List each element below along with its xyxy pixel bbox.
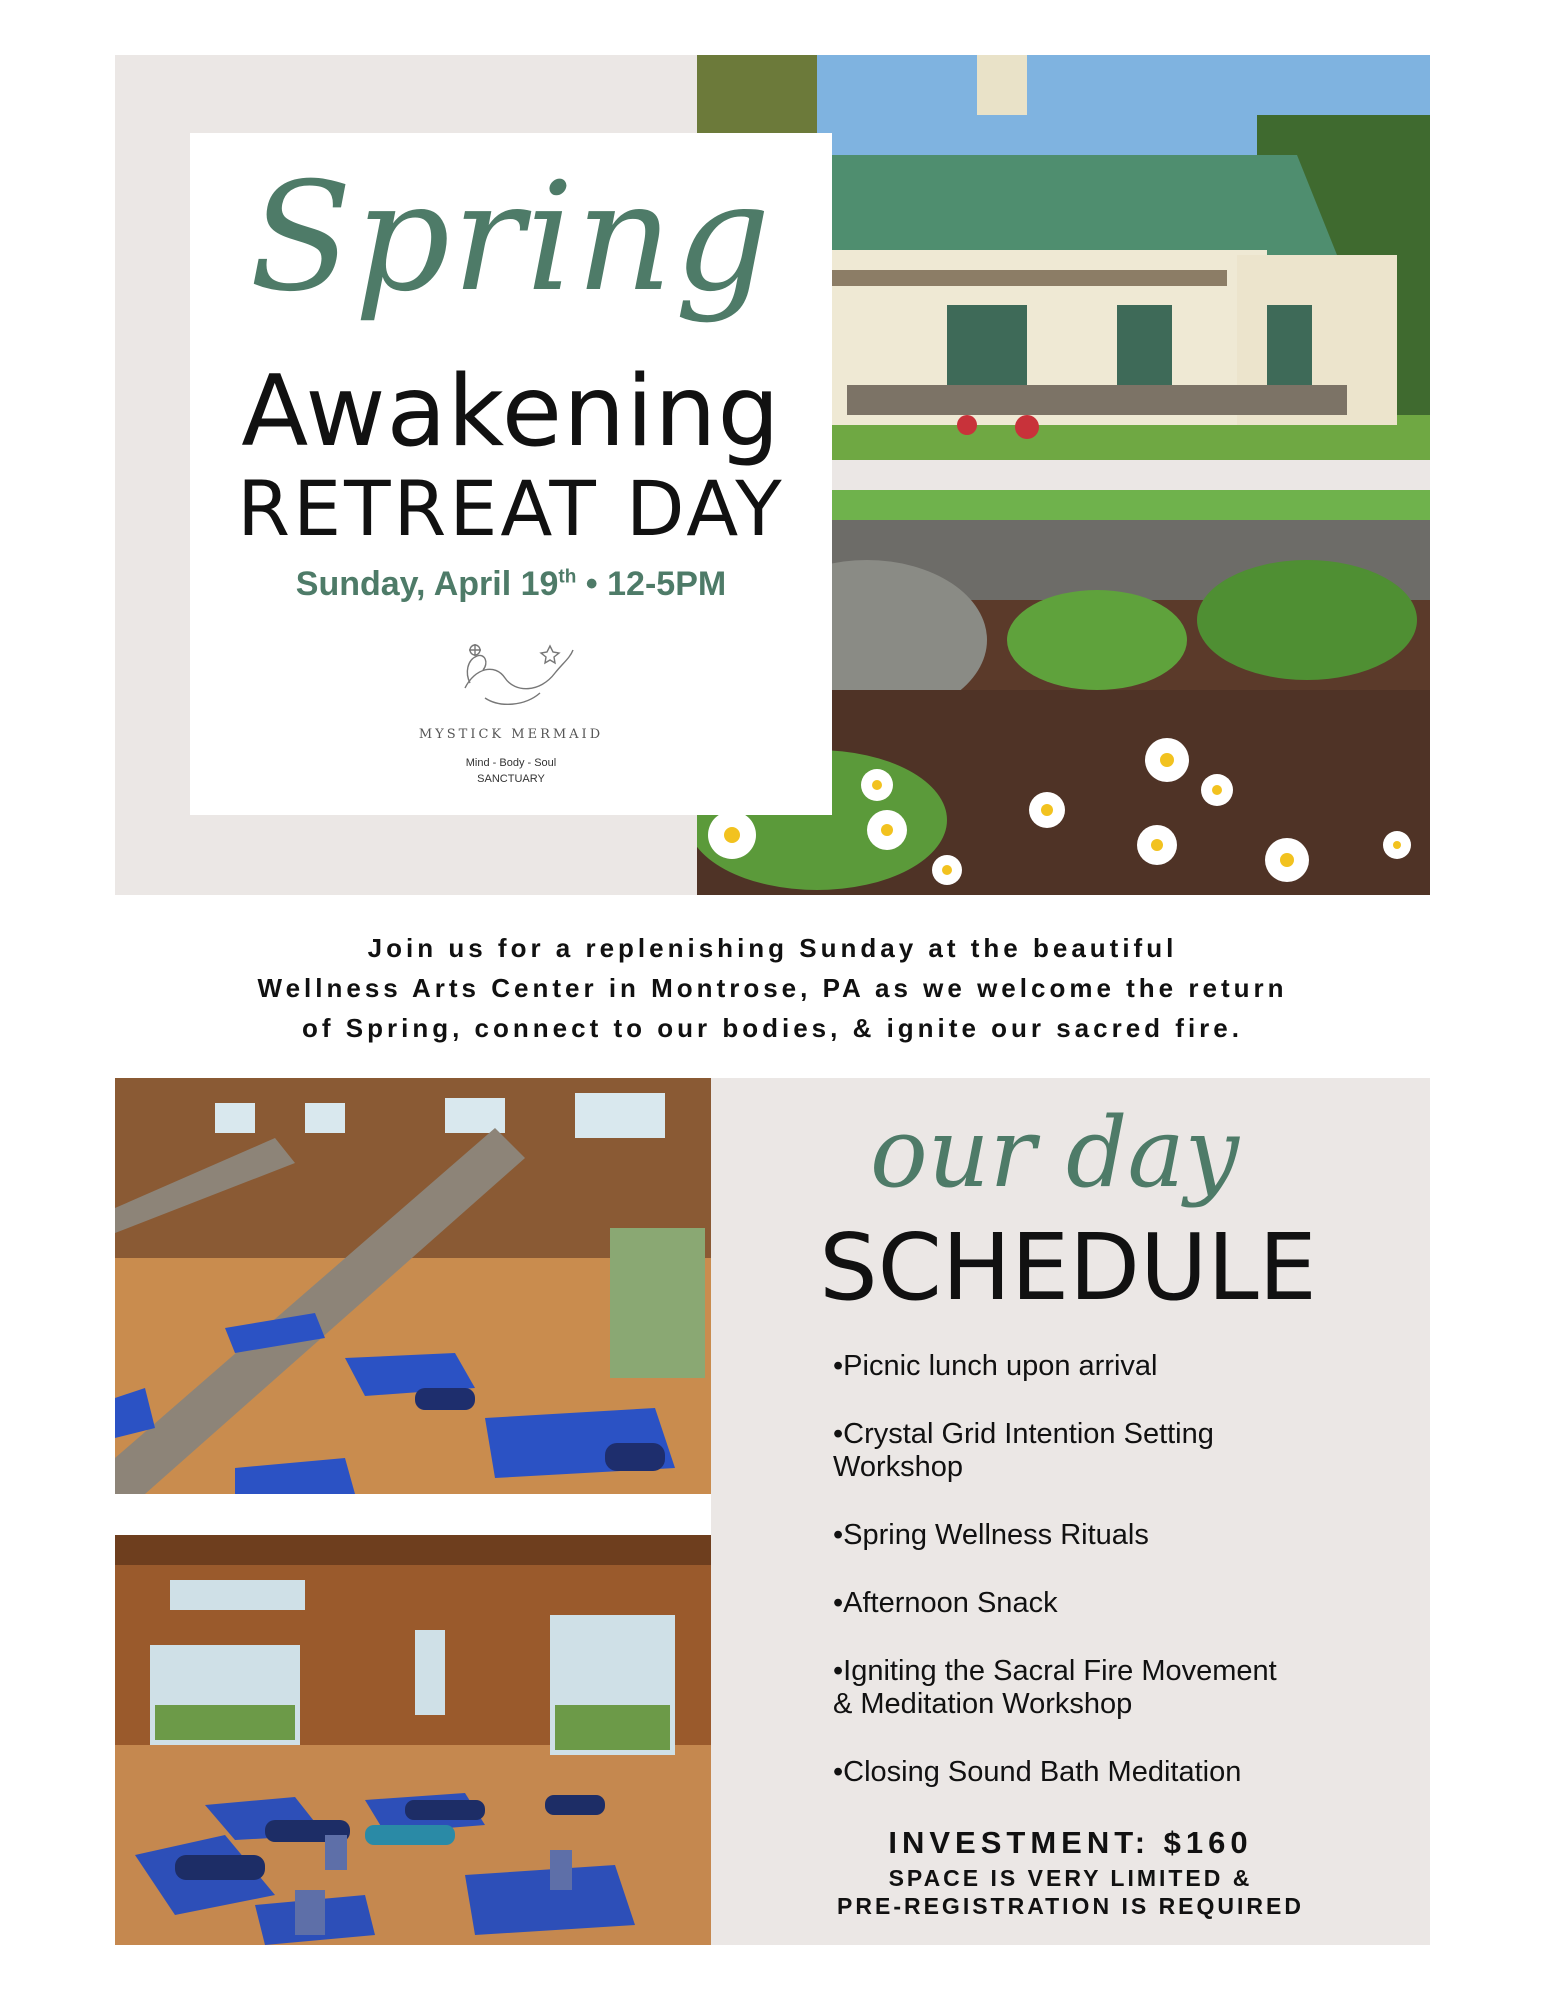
schedule-item-line: & Meditation Workshop [833, 1688, 1133, 1720]
limited-space-note: SPACE IS VERY LIMITED & [888, 1865, 1253, 1891]
mermaid-logo-icon [445, 638, 577, 718]
schedule-item-line: •Picnic lunch upon arrival [833, 1350, 1158, 1382]
schedule-item [833, 1350, 1353, 1383]
event-date-time: • 12-5PM [576, 565, 727, 603]
brand-sanctuary: SANCTUARY [477, 773, 545, 785]
yoga-studio-photo-top [115, 1078, 711, 1494]
intro-line: Wellness Arts Center in Montrose, PA as we welcome the return [257, 973, 1288, 1003]
intro-line: Join us for a replenishing Sunday at the beautiful [367, 933, 1178, 963]
schedule-list [833, 1350, 1353, 1824]
spring-script-heading: Spring [249, 151, 773, 325]
schedule-item-line: •Closing Sound Bath Meditation [833, 1756, 1242, 1788]
schedule-item [833, 1587, 1353, 1620]
event-date [190, 565, 832, 604]
title-card [190, 133, 832, 815]
event-date-suffix: th [558, 566, 577, 588]
investment-price: INVESTMENT: $160 [888, 1825, 1253, 1860]
schedule-item [833, 1756, 1353, 1789]
schedule-item-line: •Spring Wellness Rituals [833, 1519, 1149, 1551]
registration-note: PRE-REGISTRATION IS REQUIRED [837, 1893, 1304, 1919]
yoga-studio-photo-bottom [115, 1535, 711, 1945]
schedule-heading: SCHEDULE [819, 1214, 1317, 1321]
our-day-script-heading: our day [870, 1097, 1239, 1209]
retreat-day-heading: RETREAT DAY [237, 464, 785, 553]
brand-tagline: Mind - Body - Soul [465, 757, 557, 769]
schedule-item-line: •Igniting the Sacral Fire Movement [833, 1655, 1277, 1687]
schedule-item [833, 1655, 1353, 1721]
schedule-item [833, 1519, 1353, 1552]
brand-name: MYSTICK MERMAID [418, 727, 604, 742]
event-date-day: Sunday, April 19 [295, 565, 559, 603]
awakening-heading: Awakening [241, 355, 781, 469]
schedule-item [833, 1418, 1353, 1484]
schedule-item-line: Workshop [833, 1451, 964, 1483]
intro-line: of Spring, connect to our bodies, & ignite our sacred fire. [302, 1013, 1243, 1043]
schedule-item-line: •Afternoon Snack [833, 1587, 1058, 1619]
intro-paragraph [115, 928, 1430, 1048]
schedule-item-line: •Crystal Grid Intention Setting [833, 1418, 1214, 1450]
